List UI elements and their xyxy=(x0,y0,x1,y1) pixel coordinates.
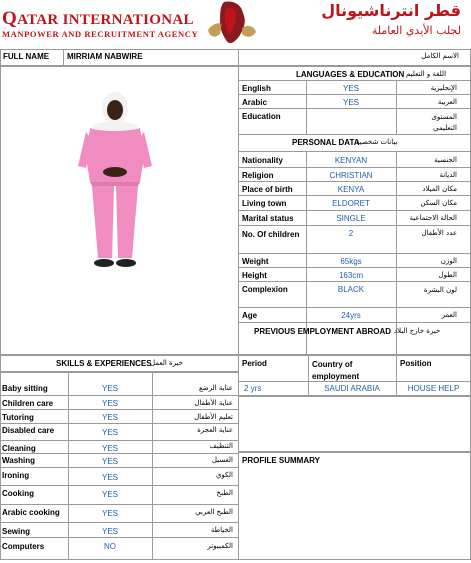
skills-heading-ar: خبرة العمل xyxy=(150,359,183,367)
employment-heading-ar: خبرة خارج البلاد xyxy=(394,327,441,335)
personal-label-birthplace: Place of birth xyxy=(242,185,293,194)
personal-label-complexion: Complexion xyxy=(242,285,288,294)
skill-ar-baby-sitting: عناية الرضع xyxy=(199,384,233,392)
skill-label-baby-sitting: Baby sitting xyxy=(2,384,48,393)
full-name-label: FULL NAME xyxy=(3,52,50,61)
personal-label-height: Height xyxy=(242,271,267,280)
skill-label-disabled-care: Disabled care xyxy=(2,426,55,435)
lang-value-english: YES xyxy=(342,84,359,93)
full-name-label-ar: الاسم الكامل xyxy=(421,52,459,60)
personal-ar-weight: الوزن xyxy=(440,257,457,265)
skill-label-tutoring: Tutoring xyxy=(2,413,34,422)
languages-heading: LANGUAGES & EDUCATION xyxy=(296,70,405,79)
skill-value-cleaning: YES xyxy=(101,444,118,453)
lang-ar-english: الإنجليزية xyxy=(430,84,457,92)
personal-value-age: 24yrs xyxy=(341,311,361,320)
personal-value-birthplace: KENYA xyxy=(337,185,365,194)
personal-value-living-town: ELDORET xyxy=(332,199,370,208)
employment-country: SAUDI ARABIA xyxy=(324,384,380,393)
lang-label-english: English xyxy=(242,84,271,93)
skill-value-tutoring: YES xyxy=(101,413,118,422)
employment-col-period: Period xyxy=(242,359,267,368)
skill-value-disabled-care: YES xyxy=(101,428,118,437)
employment-period: 2 yrs xyxy=(244,384,262,393)
skill-label-arabic-cooking: Arabic cooking xyxy=(2,508,60,517)
lang-label-education: Education xyxy=(242,112,281,121)
skill-ar-computers: الكمبيوتر xyxy=(207,542,233,550)
skill-label-computers: Computers xyxy=(2,542,45,551)
lang-ar-arabic: العربية xyxy=(437,98,457,106)
skill-value-ironing: YES xyxy=(101,473,118,482)
qatar-map-logo xyxy=(202,0,260,46)
skill-ar-ironing: الكوي xyxy=(215,471,233,479)
lang-label-arabic: Arabic xyxy=(242,98,267,107)
agency-name-en: QATAR INTERNATIONAL xyxy=(2,8,194,29)
skill-ar-arabic-cooking: الطبخ العربي xyxy=(195,508,233,516)
personal-ar-nationality: الجنسية xyxy=(434,156,457,164)
personal-ar-living-town: مكان السكن xyxy=(420,199,457,207)
skill-label-cleaning: Cleaning xyxy=(2,444,36,453)
personal-label-weight: Weight xyxy=(242,257,269,266)
employment-col-country: Country of employment xyxy=(312,360,360,381)
employment-blank xyxy=(238,396,471,452)
lang-ar-education: المستوى التعليمي xyxy=(431,113,457,132)
full-name-value: MIRRIAM NABWIRE xyxy=(67,52,143,61)
skill-value-children-care: YES xyxy=(101,399,118,408)
skill-ar-washing: الغسيل xyxy=(211,456,233,464)
skill-value-computers: NO xyxy=(104,542,116,551)
skill-value-sewing: YES xyxy=(101,527,118,536)
personal-label-religion: Religion xyxy=(242,171,274,180)
personal-ar-marital: الحالة الاجتماعية xyxy=(409,214,457,222)
languages-heading-ar: اللغة و التعليم xyxy=(406,70,447,78)
skill-value-arabic-cooking: YES xyxy=(101,509,118,518)
personal-label-children: No. Of children xyxy=(242,230,300,239)
personal-ar-birthplace: مكان الميلاد xyxy=(422,185,457,193)
personal-ar-height: الطول xyxy=(438,271,457,279)
personal-ar-children: عدد الأطفال xyxy=(421,229,457,237)
profile-summary-box xyxy=(238,452,471,560)
personal-label-nationality: Nationality xyxy=(242,156,283,165)
personal-value-children: 2 xyxy=(348,229,354,238)
lang-value-arabic: YES xyxy=(342,98,359,107)
candidate-photo xyxy=(60,86,170,272)
skill-ar-cooking: الطبخ xyxy=(216,489,233,497)
personal-ar-religion: الديانة xyxy=(439,171,457,179)
skill-label-sewing: Sewing xyxy=(2,527,31,536)
employment-heading: PREVIOUS EMPLOYMENT ABROAD xyxy=(254,327,392,336)
agency-subtitle-en: MANPOWER AND RECRUITMENT AGENCY xyxy=(2,29,199,39)
personal-value-marital: SINGLE xyxy=(336,214,366,223)
personal-label-marital: Marital status xyxy=(242,214,294,223)
personal-value-weight: 65kgs xyxy=(340,257,362,266)
document-header xyxy=(0,0,471,46)
personal-value-height: 163cm xyxy=(338,271,363,280)
personal-value-nationality: KENYAN xyxy=(334,156,368,165)
employment-col-position: Position xyxy=(400,359,432,368)
skill-ar-sewing: الخياطة xyxy=(210,526,233,534)
skill-ar-disabled-care: عناية العجزة xyxy=(197,426,233,434)
personal-value-complexion: BLACK xyxy=(337,285,365,294)
personal-label-living-town: Living town xyxy=(242,199,287,208)
skill-ar-tutoring: تعليم الأطفال xyxy=(194,413,233,421)
skills-heading: SKILLS & EXPERIENCES xyxy=(56,359,152,368)
skill-label-children-care: Children care xyxy=(2,399,54,408)
personal-heading-ar: بيانات شخصية xyxy=(356,138,398,146)
profile-summary-heading: PROFILE SUMMARY xyxy=(242,456,320,465)
skill-label-cooking: Cooking xyxy=(2,489,34,498)
personal-label-age: Age xyxy=(242,311,258,320)
skill-value-baby-sitting: YES xyxy=(101,384,118,393)
skill-value-washing: YES xyxy=(101,457,118,466)
skill-label-washing: Washing xyxy=(2,456,36,465)
skill-label-ironing: Ironing xyxy=(2,471,30,480)
skill-value-cooking: YES xyxy=(101,490,118,499)
skill-ar-children-care: عناية الأطفال xyxy=(194,399,233,407)
personal-value-religion: CHRISTIAN xyxy=(329,171,373,180)
personal-heading: PERSONAL DATA xyxy=(292,138,360,147)
personal-ar-age: العمر xyxy=(441,311,457,319)
personal-ar-complexion: لون البشرة xyxy=(423,286,457,294)
agency-subtitle-ar: لجلب الأيدي العاملة xyxy=(371,24,461,37)
skill-ar-cleaning: التنظيف xyxy=(209,442,233,450)
agency-name-ar: قطر انترناشيونال xyxy=(321,1,461,20)
employment-position: HOUSE HELP xyxy=(407,384,460,393)
